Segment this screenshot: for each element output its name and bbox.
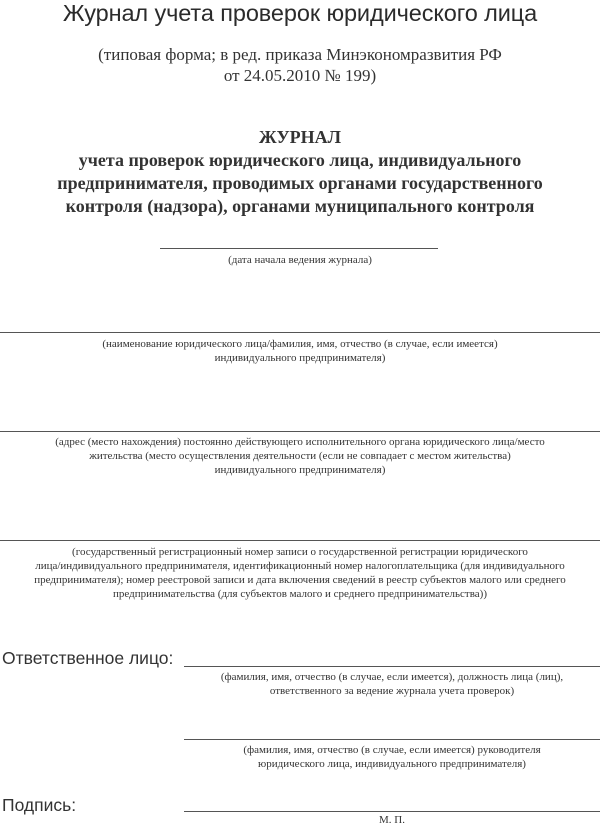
caption-line: (наименование юридического лица/фамилия, имя, отчество (в случае, если имеется)	[102, 338, 498, 350]
caption-line: предпринимателя); номер реестровой записи и дата включения сведений в реестр субъектов малого или среднего	[34, 574, 566, 586]
registration-number-caption	[0, 545, 600, 601]
caption-line: предпринимательства (для субъектов малого и среднего предпринимательства))	[112, 588, 487, 600]
responsible-person-label: Ответственное лицо:	[2, 648, 174, 668]
caption-line: (фамилия, имя, отчество (в случае, если имеется) руководителя	[243, 744, 541, 756]
responsible-person-caption	[184, 670, 600, 698]
address-line[interactable]	[0, 431, 600, 432]
journal-title-line: учета проверок юридического лица, индивидуального	[78, 150, 522, 170]
responsible-person-line[interactable]	[184, 666, 600, 667]
caption-line: (государственный регистрационный номер записи о государственной регистрации юридического	[72, 546, 528, 558]
caption-line: ответственного за ведение журнала учета проверок)	[269, 685, 515, 697]
caption-line: жительства (место осуществления деятельности (если не совпадает с местом жительства)	[89, 450, 511, 462]
start-date-line[interactable]	[160, 248, 438, 249]
page-title: Журнал учета проверок юридического лица	[62, 0, 538, 26]
form-subtitle	[0, 44, 600, 86]
subtitle-line: (типовая форма; в ред. приказа Минэкономразвития РФ	[98, 45, 502, 64]
start-date-caption: (дата начала ведения журнала)	[228, 254, 372, 266]
address-caption	[0, 435, 600, 477]
caption-line: индивидуального предпринимателя)	[214, 464, 386, 476]
head-of-entity-line[interactable]	[184, 739, 600, 740]
signature-label: Подпись:	[2, 795, 77, 815]
journal-title	[0, 126, 600, 218]
stamp-placeholder: М. П.	[379, 814, 405, 826]
head-of-entity-caption	[184, 743, 600, 771]
caption-line: лица/индивидуального предпринимателя, идентификационный номер налогоплательщика (для индивидуального	[35, 560, 565, 572]
journal-title-line: контроля (надзора), органами муниципального контроля	[65, 196, 535, 216]
legal-entity-name-line[interactable]	[0, 332, 600, 333]
caption-line: (адрес (место нахождения) постоянно действующего исполнительного органа юридического лица/место	[55, 436, 545, 448]
registration-number-line[interactable]	[0, 540, 600, 541]
caption-line: (фамилия, имя, отчество (в случае, если имеется), должность лица (лиц),	[220, 671, 564, 683]
subtitle-line: от 24.05.2010 № 199)	[223, 66, 377, 85]
journal-title-line: предпринимателя, проводимых органами государственного	[57, 173, 543, 193]
caption-line: индивидуального предпринимателя)	[214, 352, 386, 364]
legal-entity-name-caption	[0, 337, 600, 365]
journal-heading: ЖУРНАЛ	[258, 127, 342, 147]
signature-line[interactable]	[184, 811, 600, 812]
caption-line: юридического лица, индивидуального предпринимателя)	[258, 758, 526, 770]
